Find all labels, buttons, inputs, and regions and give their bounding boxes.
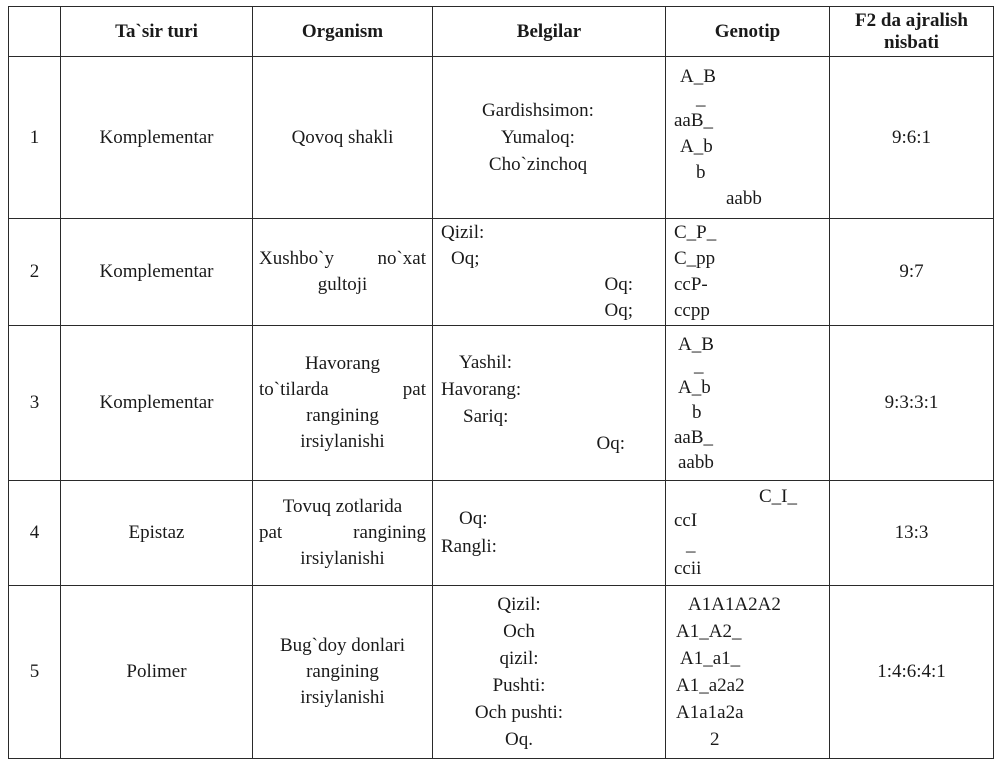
sign-item: Yumaloq: [501,127,575,148]
sign-item: Och pushti: [474,702,564,723]
sign-item: Oq; [604,300,633,321]
ratio-cell: 9:6:1 [830,57,994,219]
interaction-type: Polimer [61,586,253,759]
sign-item: Oq: [604,274,633,295]
signs-cell [433,57,666,219]
organism-cell [253,326,433,481]
genotype-item: A1a1a2a [676,702,744,723]
genotype-item: _ [694,354,704,376]
sign-item: Sariq: [463,406,509,427]
table-row [9,219,994,326]
ratio-cell: 9:7 [830,219,994,326]
header-organism: Organism [253,7,433,57]
table-row [9,326,994,481]
genotype-item: A1A1A2A2 [688,594,781,615]
organism-line: Xushbo`y no`xat [259,248,426,269]
organism-line: Tovuq zotlarida [282,496,403,517]
sign-item: Gardishsimon: [482,100,594,121]
sign-item: Qizil: [441,222,485,243]
row-number: 5 [9,586,61,759]
genotype-list [666,220,829,324]
organism-line: Bug`doy donlari [279,635,406,656]
signs-list [433,349,665,457]
interaction-type: Komplementar [61,219,253,326]
signs-list [433,220,665,324]
genotype-item: ccpp [674,300,710,321]
signs-cell [433,326,666,481]
organism-line: gultoji [317,274,368,295]
genotype-item: A1_A2_ [676,621,742,642]
header-signs: Belgilar [433,7,666,57]
sign-item: Qizil: [497,594,541,615]
genotype-item: aaB_ [674,109,714,131]
signs-cell [433,219,666,326]
ratio-cell: 1:4:6:4:1 [830,586,994,759]
row-number: 4 [9,481,61,586]
ratio-cell: 9:3:3:1 [830,326,994,481]
genotype-item: A1_a1_ [680,648,741,669]
genotype-item: A_b [678,376,711,398]
organism-cell [253,481,433,586]
genotype-list [666,485,829,581]
row-number: 1 [9,57,61,219]
header-ratio [830,7,994,57]
organism-line: irsiylanishi [300,687,385,708]
sign-item: Och [503,621,535,642]
genotype-item: ccP- [674,274,708,295]
header-ratio-text: F2 da ajralish nisbati [855,9,968,53]
genotype-cell [666,586,830,759]
signs-list [433,591,665,753]
interaction-type: Epistaz [61,481,253,586]
table-row [9,586,994,759]
genotype-list [666,64,829,212]
sign-item: qizil: [499,648,539,669]
organism-line: irsiylanishi [300,548,385,569]
signs-cell [433,481,666,586]
organism-cell [253,219,433,326]
header-type: Ta`sir turi [61,7,253,57]
genotype-item: aabb [678,451,714,473]
genotype-item: A_B [680,65,716,87]
organism-text [253,633,432,711]
organism-line: irsiylanishi [300,431,385,452]
genetics-table [8,6,994,759]
genotype-item: b [692,401,702,423]
header-genotype: Genotip [666,7,830,57]
genotype-list [666,332,829,475]
signs-list [433,505,665,561]
organism-text [253,246,432,298]
interaction-type: Komplementar [61,57,253,219]
genotype-cell [666,57,830,219]
organism-line: rangining [306,661,379,682]
organism-cell [253,57,433,219]
sign-item: Oq; [451,248,480,269]
signs-list [433,97,665,178]
genotype-item: A1_a2a2 [676,675,745,696]
genotype-item: ccI [674,510,698,531]
genotype-item: A_b [680,135,713,157]
organism-line: pat rangining [259,522,426,543]
organism-line: rangining [306,405,379,426]
genotype-item: A_B [678,333,714,355]
genotype-item: _ [696,87,706,109]
organism-text [253,351,432,455]
ratio-cell: 13:3 [830,481,994,586]
organism-line: Havorang [305,353,380,374]
organism-line: to`tilarda pat [259,379,426,400]
table-row [9,57,994,219]
row-number: 2 [9,219,61,326]
genotype-cell [666,481,830,586]
table-row [9,481,994,586]
genotype-item: b [696,161,706,183]
organism-cell [253,586,433,759]
interaction-type: Komplementar [61,326,253,481]
genotype-item: C_P_ [674,222,717,243]
genotype-cell [666,326,830,481]
signs-cell [433,586,666,759]
sign-item: Havorang: [441,379,522,400]
genotype-item: ccii [674,558,702,579]
sign-item: Cho`zinchoq [488,154,588,175]
genotype-list [666,591,829,753]
sign-item: Pushti: [492,675,546,696]
genotype-item: C_I_ [759,486,797,507]
sign-item: Rangli: [441,536,497,557]
organism-text: Qovoq shakli [291,126,394,148]
sign-item: Yashil: [459,352,512,373]
genotype-item: aaB_ [674,426,714,448]
genotype-item: C_pp [674,248,716,269]
genotype-item: _ [686,534,696,555]
genotype-item: aabb [726,187,762,209]
organism-text [253,494,432,572]
sign-item: Oq. [505,729,533,750]
header-number [9,7,61,57]
sign-item: Oq: [459,508,488,529]
genotype-item: 2 [710,729,720,750]
genotype-cell [666,219,830,326]
sign-item: Oq: [596,433,625,454]
header-row [9,7,994,57]
row-number: 3 [9,326,61,481]
